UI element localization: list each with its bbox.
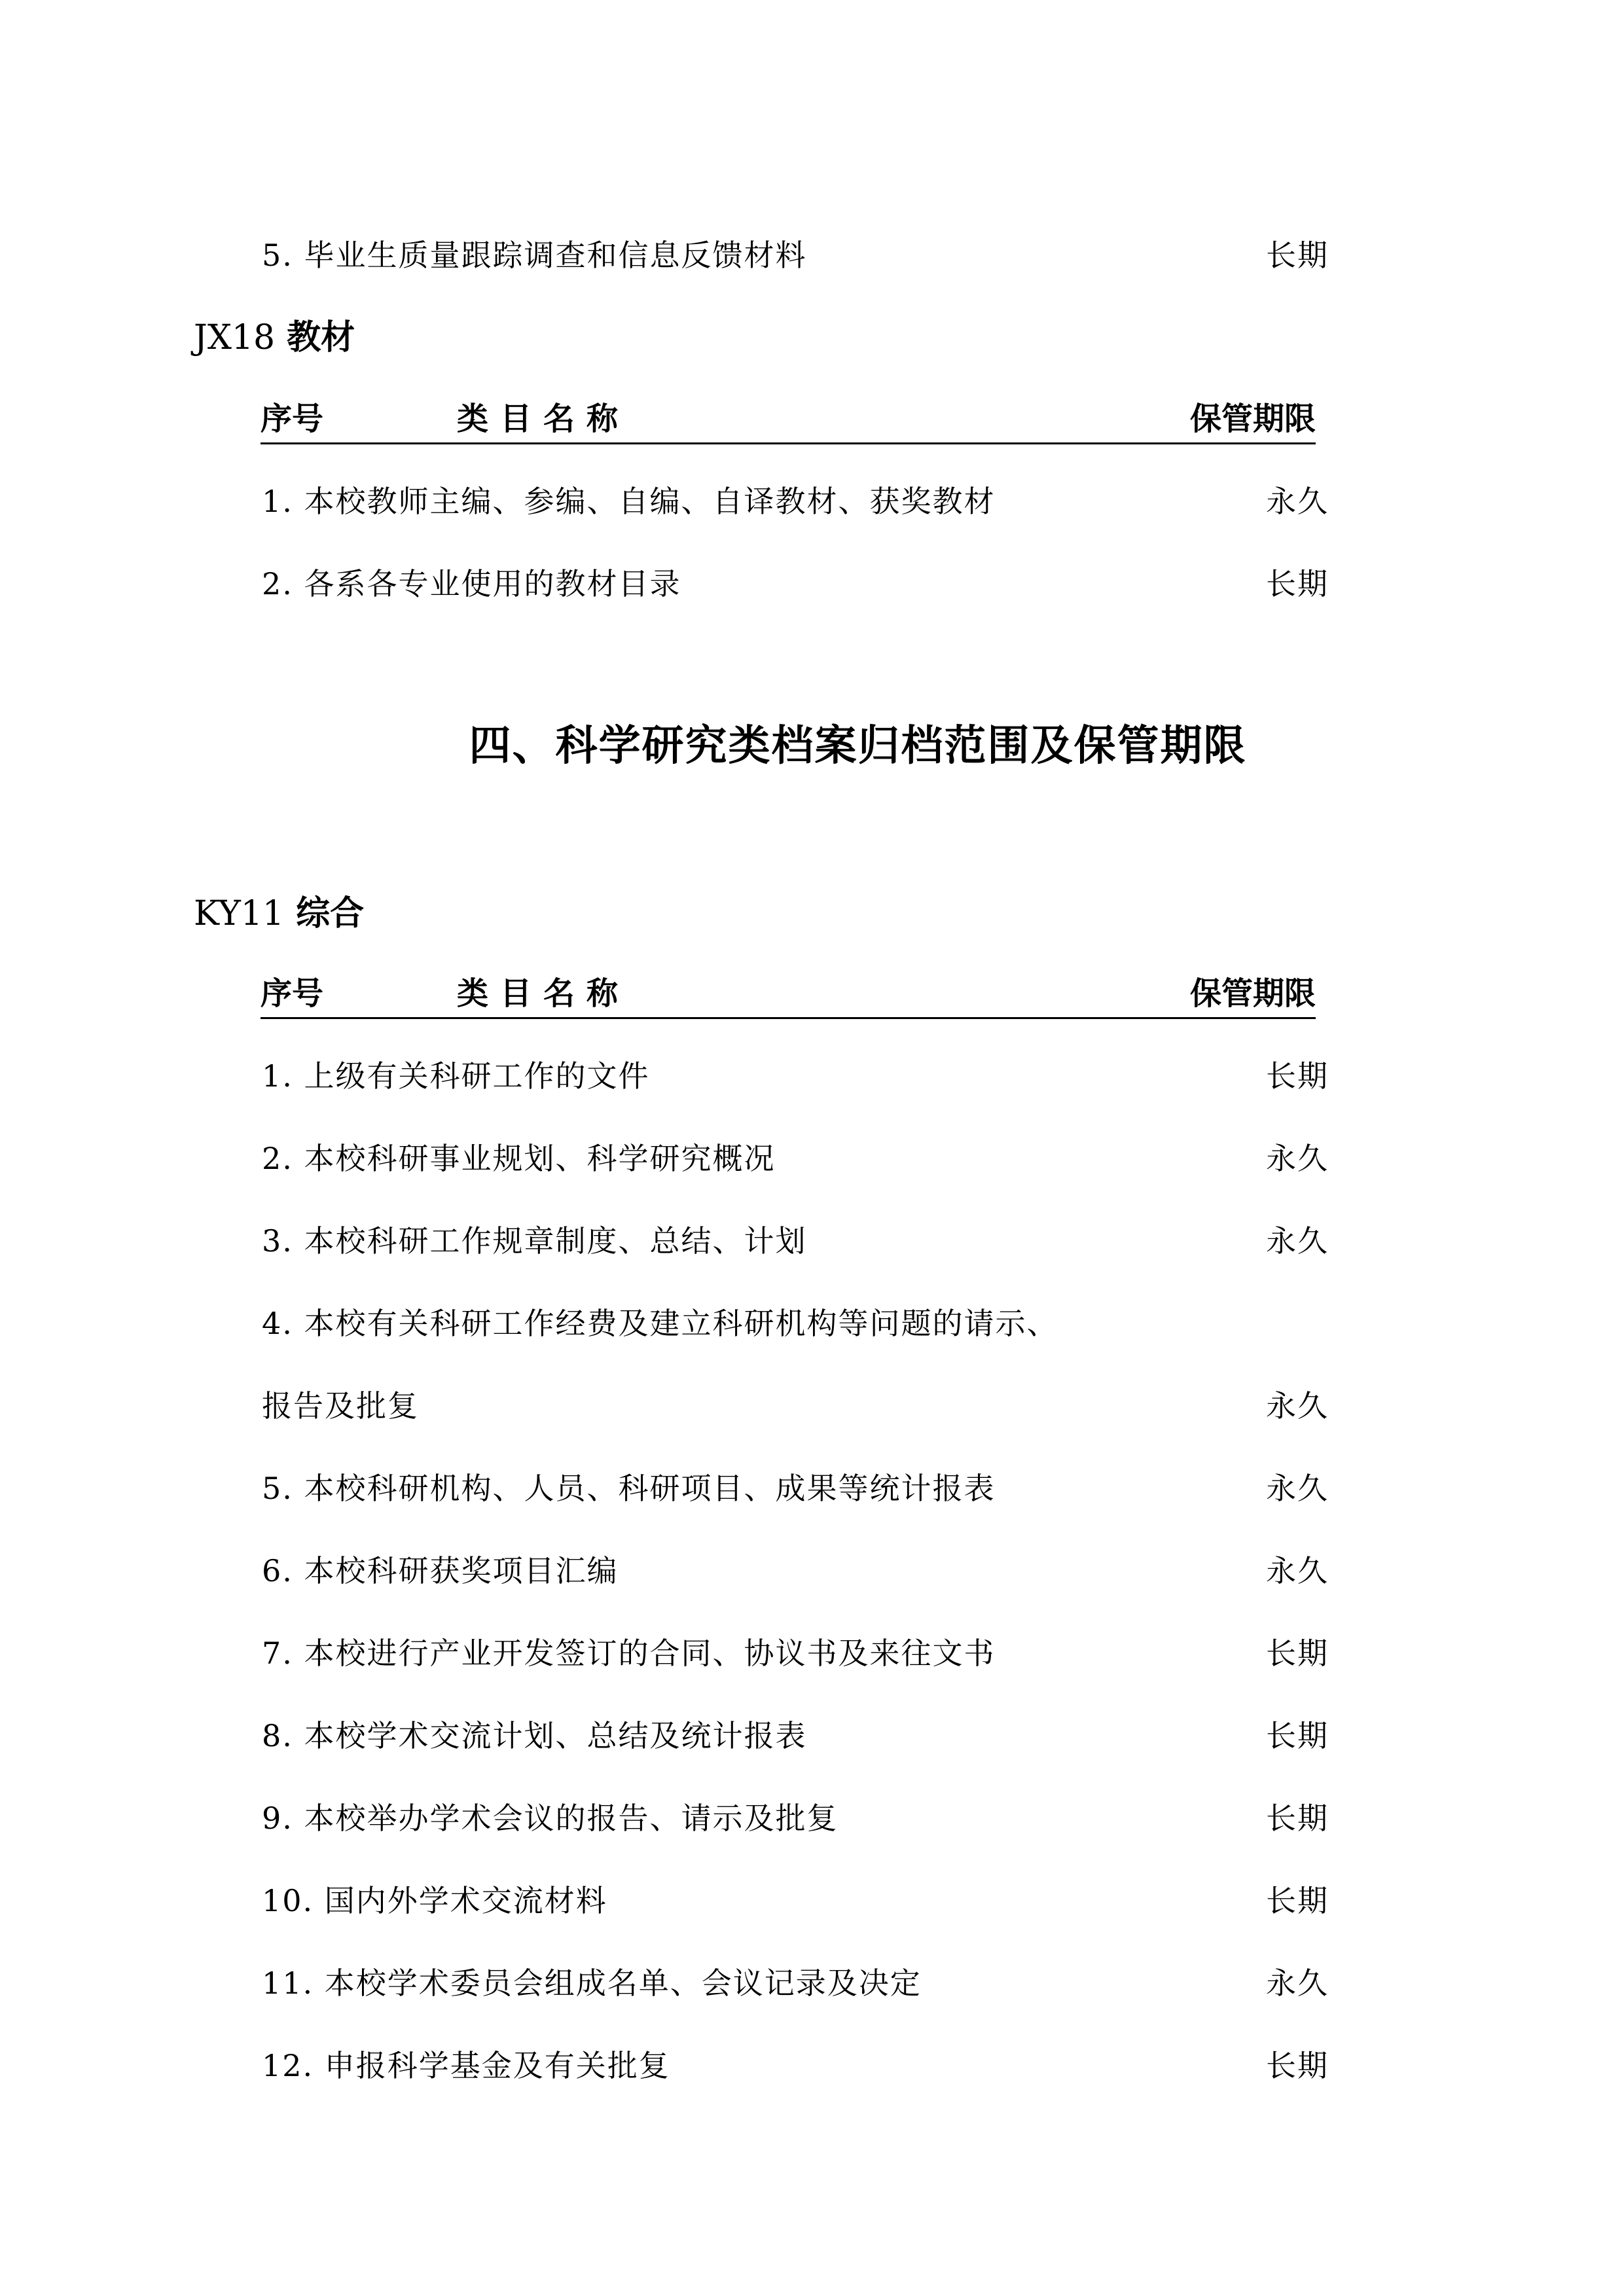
list-item: [262, 1132, 1329, 1185]
item-name: 11. 本校学术委员会组成名单、会议记录及决定: [262, 1965, 922, 2001]
item-name: 3. 本校科研工作规章制度、总结、计划: [262, 1223, 807, 1259]
item-name: 2. 各系各专业使用的教材目录: [262, 566, 681, 601]
list-item: [262, 1957, 1329, 2009]
item-name: 报告及批复: [262, 1388, 419, 1424]
list-item: [262, 1215, 1329, 1267]
list-item: [262, 1462, 1329, 1515]
item-name: 9. 本校举办学术会议的报告、请示及批复: [262, 1801, 839, 1836]
item-period: 永久: [1266, 484, 1329, 519]
list-item: [262, 1627, 1329, 1679]
section-code: KY11: [194, 894, 284, 933]
list-item: [262, 558, 1329, 610]
item-period: 长期: [1266, 2048, 1329, 2083]
item-name: 10. 国内外学术交流材料: [262, 1883, 607, 1918]
item-period: 长期: [1266, 1058, 1329, 1094]
list-item: [262, 1792, 1329, 1844]
table-header-ky11: [261, 970, 1316, 1019]
item-period: 永久: [1266, 1965, 1329, 2001]
list-item: [262, 1874, 1329, 1927]
list-item: [262, 1380, 1329, 1432]
item-period: 永久: [1266, 1388, 1329, 1424]
item-name: 5. 本校科研机构、人员、科研项目、成果等统计报表: [262, 1471, 996, 1506]
item-period: 长期: [1266, 1883, 1329, 1918]
item-period: 永久: [1266, 1471, 1329, 1506]
section-code: JX18: [194, 318, 276, 357]
section-heading-ky11: [194, 888, 364, 940]
table-header-jx18: [261, 395, 1316, 444]
item-period: 永久: [1266, 1223, 1329, 1259]
section-heading-jx18: [194, 312, 355, 364]
list-item: [262, 475, 1329, 528]
header-period: 保管期限: [1189, 975, 1316, 1012]
list-item: [262, 1545, 1329, 1597]
item-period: 长期: [1266, 566, 1329, 601]
item-name: 2. 本校科研事业规划、科学研究概况: [262, 1141, 776, 1176]
chapter-title: 四、科学研究类档案归档范围及保管期限: [469, 722, 1247, 770]
item-period: 长期: [1266, 1718, 1329, 1753]
list-item: [262, 229, 1329, 281]
list-item: [262, 2039, 1329, 2092]
item-name: 8. 本校学术交流计划、总结及统计报表: [262, 1718, 807, 1753]
list-item: [262, 1050, 1329, 1102]
list-item: [262, 1710, 1329, 1762]
header-category: 类目名称: [457, 975, 630, 1012]
item-period: 永久: [1266, 1553, 1329, 1588]
header-seq: 序号: [261, 975, 324, 1012]
item-period: 长期: [1266, 1801, 1329, 1836]
item-name: 6. 本校科研获奖项目汇编: [262, 1553, 619, 1588]
item-name: 5. 毕业生质量跟踪调查和信息反馈材料: [262, 238, 807, 273]
item-name: 12. 申报科学基金及有关批复: [262, 2048, 670, 2083]
section-title: 综合: [296, 893, 365, 933]
item-period: 长期: [1266, 1636, 1329, 1671]
item-name: 7. 本校进行产业开发签订的合同、协议书及来往文书: [262, 1636, 996, 1671]
list-item: [262, 1297, 1329, 1350]
item-name: 1. 本校教师主编、参编、自编、自译教材、获奖教材: [262, 484, 996, 519]
item-name: 4. 本校有关科研工作经费及建立科研机构等问题的请示、: [262, 1306, 1058, 1341]
header-seq: 序号: [261, 401, 324, 437]
header-category: 类目名称: [457, 401, 630, 437]
header-period: 保管期限: [1189, 401, 1316, 437]
section-title: 教材: [287, 317, 355, 357]
item-period: 永久: [1266, 1141, 1329, 1176]
item-name: 1. 上级有关科研工作的文件: [262, 1058, 650, 1094]
item-period: 长期: [1266, 238, 1329, 273]
